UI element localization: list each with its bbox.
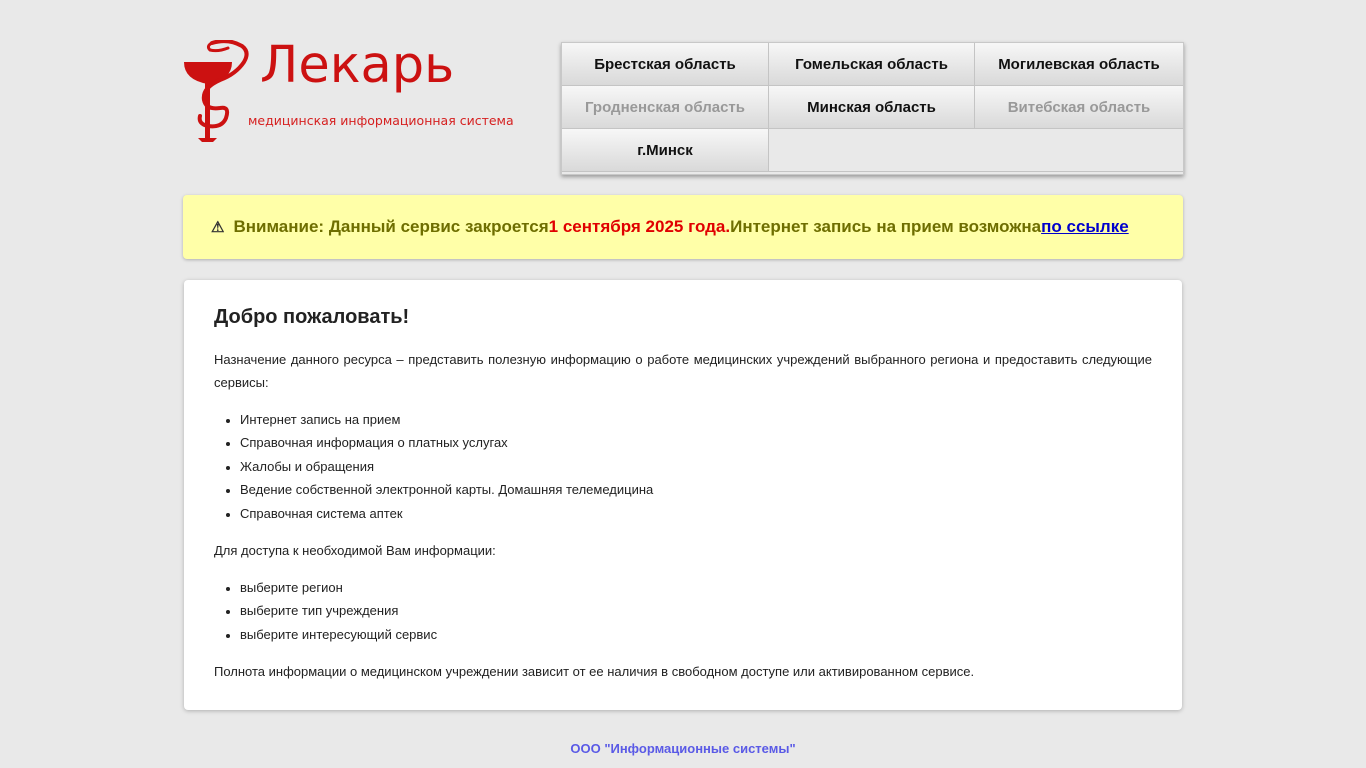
services-list bbox=[214, 408, 1152, 525]
list-item: • Ведение собственной электронной карты. Домашняя телемедицина bbox=[240, 478, 1152, 501]
welcome-card bbox=[184, 280, 1182, 710]
logo-title: Лекарь bbox=[260, 36, 455, 95]
steps-list bbox=[214, 576, 1152, 646]
region-grodno-button: Гродненская область bbox=[562, 86, 769, 129]
region-gomel-button[interactable]: Гомельская область bbox=[769, 43, 975, 86]
alert-middle: Интернет запись на прием возможна bbox=[730, 217, 1042, 236]
logo-subtitle: медицинская информационная система bbox=[248, 113, 514, 128]
caduceus-bowl-snake-icon bbox=[182, 40, 252, 144]
region-grid-empty-cell bbox=[769, 129, 1183, 172]
alert-prefix: Внимание: Данный сервис закроется bbox=[233, 217, 549, 236]
alert-link[interactable]: по ссылке bbox=[1041, 217, 1129, 236]
list-item: • выберите интересующий сервис bbox=[240, 623, 1152, 646]
list-item: • выберите тип учреждения bbox=[240, 599, 1152, 622]
region-minsk-oblast-button[interactable]: Минская область bbox=[769, 86, 975, 129]
region-mogilev-button[interactable]: Могилевская область bbox=[975, 43, 1183, 86]
list-item: • Справочная информация о платных услугах bbox=[240, 431, 1152, 454]
alert-date: 1 сентября 2025 года. bbox=[548, 217, 731, 236]
list-item: • Жалобы и обращения bbox=[240, 455, 1152, 478]
list-item: • Справочная система аптек bbox=[240, 502, 1152, 525]
welcome-title: Добро пожаловать! bbox=[214, 306, 410, 328]
warning-icon: ⚠ bbox=[211, 219, 225, 236]
access-intro: Для доступа к необходимой Вам информации: bbox=[214, 543, 496, 559]
closure-alert bbox=[183, 195, 1183, 259]
completeness-note: Полнота информации о медицинском учреждении зависит от ее наличия в свободном доступе или активированном сервисе. bbox=[214, 664, 975, 680]
site-logo[interactable] bbox=[182, 36, 514, 144]
list-item: • Интернет запись на прием bbox=[240, 408, 1152, 431]
region-minsk-city-button[interactable]: г.Минск bbox=[562, 129, 769, 172]
region-brest-button[interactable]: Брестская область bbox=[562, 43, 769, 86]
list-item: • выберите регион bbox=[240, 576, 1152, 599]
region-selector bbox=[561, 42, 1184, 175]
region-vitebsk-button: Витебская область bbox=[975, 86, 1183, 129]
footer-company-link[interactable]: ООО "Информационные системы" bbox=[570, 741, 796, 756]
welcome-intro: Назначение данного ресурса – представить полезную информацию о работе медицинских учреждений выбранного региона и предоставить следующие сервисы: bbox=[214, 352, 1152, 390]
